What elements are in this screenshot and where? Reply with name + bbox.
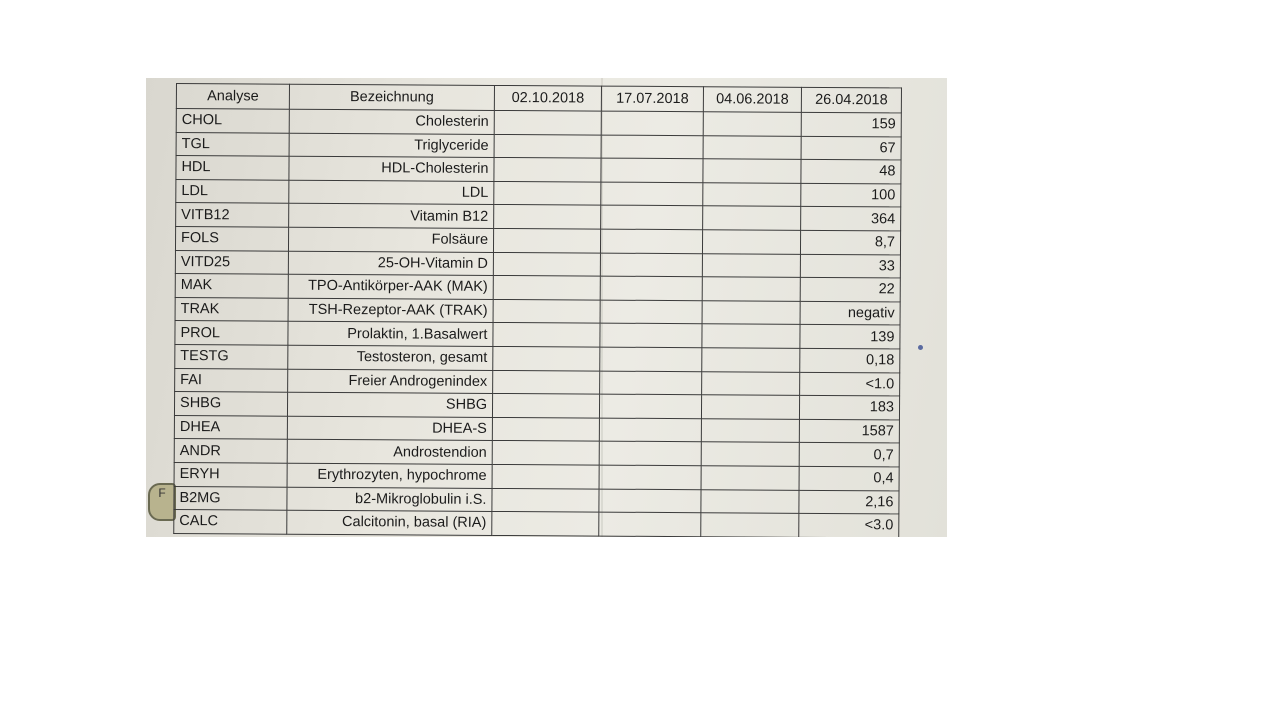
analyse-code-cell: CHOL bbox=[176, 109, 289, 133]
analyse-code-cell: SHBG bbox=[174, 392, 287, 416]
value-cell-date-3 bbox=[701, 395, 799, 419]
value-cell-date-4: negativ bbox=[800, 301, 900, 325]
bezeichnung-cell: Calcitonin, basal (RIA) bbox=[287, 510, 492, 535]
value-cell-date-4: 22 bbox=[800, 277, 900, 301]
value-cell-date-4: 33 bbox=[800, 254, 900, 278]
ink-dot bbox=[918, 345, 923, 350]
value-cell-date-3 bbox=[701, 489, 799, 513]
value-cell-date-2 bbox=[601, 205, 703, 229]
analyse-code-cell: TGL bbox=[176, 132, 289, 156]
value-cell-date-4: 139 bbox=[800, 325, 900, 349]
value-cell-date-4: 364 bbox=[801, 207, 901, 231]
bezeichnung-cell: Erythrozyten, hypochrome bbox=[287, 463, 492, 488]
bezeichnung-cell: Freier Androgenindex bbox=[288, 369, 493, 394]
value-cell-date-2 bbox=[600, 253, 702, 277]
value-cell-date-3 bbox=[701, 466, 799, 490]
bezeichnung-cell: DHEA-S bbox=[287, 416, 492, 441]
value-cell-date-4: 8,7 bbox=[800, 230, 900, 254]
value-cell-date-4: <3.0 bbox=[799, 513, 899, 537]
value-cell-date-1 bbox=[493, 370, 600, 394]
value-cell-date-2 bbox=[600, 276, 702, 300]
analyse-code-cell: ANDR bbox=[174, 439, 287, 463]
value-cell-date-2 bbox=[600, 371, 702, 395]
value-cell-date-3 bbox=[703, 112, 801, 136]
analyse-code-cell: PROL bbox=[175, 321, 288, 345]
value-cell-date-3 bbox=[702, 253, 800, 277]
analyse-code-cell: TESTG bbox=[175, 344, 288, 368]
value-cell-date-3 bbox=[703, 135, 801, 159]
analyse-code-cell: MAK bbox=[175, 274, 288, 298]
value-cell-date-4: 0,18 bbox=[800, 348, 900, 372]
value-cell-date-4: 1587 bbox=[799, 419, 899, 443]
bezeichnung-cell: 25-OH-Vitamin D bbox=[288, 251, 493, 276]
table-row bbox=[174, 510, 899, 537]
clip-letter: F bbox=[158, 486, 166, 500]
value-cell-date-2 bbox=[601, 182, 703, 206]
value-cell-date-1 bbox=[493, 276, 600, 300]
bezeichnung-cell: Folsäure bbox=[288, 227, 493, 252]
value-cell-date-2 bbox=[600, 300, 702, 324]
value-cell-date-3 bbox=[703, 206, 801, 230]
bezeichnung-cell: HDL-Cholesterin bbox=[289, 156, 494, 181]
value-cell-date-4: 48 bbox=[801, 160, 901, 184]
header-analyse: Analyse bbox=[176, 84, 289, 110]
value-cell-date-2 bbox=[600, 323, 702, 347]
header-date-4: 26.04.2018 bbox=[801, 87, 901, 113]
analyse-code-cell: LDL bbox=[176, 179, 289, 203]
analyse-code-cell: VITB12 bbox=[176, 203, 289, 227]
bezeichnung-cell: Prolaktin, 1.Basalwert bbox=[288, 322, 493, 347]
header-bezeichnung: Bezeichnung bbox=[289, 84, 494, 110]
bezeichnung-cell: Androstendion bbox=[287, 439, 492, 464]
bezeichnung-cell: b2-Mikroglobulin i.S. bbox=[287, 487, 492, 512]
value-cell-date-3 bbox=[701, 418, 799, 442]
analyse-code-cell: ERYH bbox=[174, 462, 287, 486]
analyse-code-cell: DHEA bbox=[174, 415, 287, 439]
value-cell-date-4: 2,16 bbox=[799, 490, 899, 514]
value-cell-date-1 bbox=[492, 394, 599, 418]
value-cell-date-3 bbox=[703, 159, 801, 183]
analyse-code-cell: CALC bbox=[174, 510, 287, 534]
value-cell-date-1 bbox=[492, 441, 599, 465]
header-date-3: 04.06.2018 bbox=[703, 87, 801, 113]
value-cell-date-4: 100 bbox=[801, 183, 901, 207]
lab-results-sheet bbox=[173, 83, 902, 537]
value-cell-date-2 bbox=[600, 347, 702, 371]
value-cell-date-4: 159 bbox=[801, 112, 901, 136]
value-cell-date-1 bbox=[494, 158, 601, 182]
analyse-code-cell: VITD25 bbox=[175, 250, 288, 274]
value-cell-date-1 bbox=[494, 110, 601, 134]
value-cell-date-3 bbox=[702, 230, 800, 254]
value-cell-date-2 bbox=[599, 418, 701, 442]
value-cell-date-1 bbox=[493, 346, 600, 370]
value-cell-date-2 bbox=[601, 111, 703, 135]
value-cell-date-4: <1.0 bbox=[800, 372, 900, 396]
bezeichnung-cell: TPO-Antikörper-AAK (MAK) bbox=[288, 274, 493, 299]
analyse-code-cell: TRAK bbox=[175, 297, 288, 321]
bezeichnung-cell: Vitamin B12 bbox=[289, 204, 494, 229]
value-cell-date-1 bbox=[493, 299, 600, 323]
analyse-code-cell: FAI bbox=[175, 368, 288, 392]
value-cell-date-2 bbox=[599, 394, 701, 418]
header-date-2: 17.07.2018 bbox=[601, 86, 703, 112]
bezeichnung-cell: LDL bbox=[289, 180, 494, 205]
value-cell-date-1 bbox=[493, 323, 600, 347]
analyse-code-cell: B2MG bbox=[174, 486, 287, 510]
analyse-code-cell: FOLS bbox=[175, 226, 288, 250]
value-cell-date-3 bbox=[702, 277, 800, 301]
value-cell-date-2 bbox=[599, 489, 701, 513]
value-cell-date-4: 183 bbox=[799, 395, 899, 419]
value-cell-date-3 bbox=[701, 513, 799, 537]
value-cell-date-1 bbox=[494, 181, 601, 205]
bezeichnung-cell: TSH-Rezeptor-AAK (TRAK) bbox=[288, 298, 493, 323]
value-cell-date-1 bbox=[493, 252, 600, 276]
value-cell-date-1 bbox=[492, 488, 599, 512]
value-cell-date-2 bbox=[601, 158, 703, 182]
value-cell-date-3 bbox=[703, 183, 801, 207]
value-cell-date-1 bbox=[492, 512, 599, 536]
folder-clip-tab bbox=[148, 483, 176, 521]
value-cell-date-3 bbox=[701, 442, 799, 466]
value-cell-date-2 bbox=[601, 135, 703, 159]
value-cell-date-2 bbox=[599, 512, 701, 536]
value-cell-date-1 bbox=[493, 228, 600, 252]
value-cell-date-1 bbox=[494, 134, 601, 158]
document-photo bbox=[146, 78, 947, 537]
value-cell-date-3 bbox=[702, 300, 800, 324]
analyse-code-cell: HDL bbox=[176, 156, 289, 180]
value-cell-date-3 bbox=[702, 324, 800, 348]
bezeichnung-cell: SHBG bbox=[287, 392, 492, 417]
value-cell-date-2 bbox=[600, 229, 702, 253]
value-cell-date-4: 0,7 bbox=[799, 443, 899, 467]
bezeichnung-cell: Testosteron, gesamt bbox=[288, 345, 493, 370]
lab-results-table bbox=[173, 83, 902, 537]
value-cell-date-1 bbox=[492, 464, 599, 488]
value-cell-date-2 bbox=[599, 441, 701, 465]
value-cell-date-3 bbox=[702, 371, 800, 395]
value-cell-date-1 bbox=[494, 205, 601, 229]
bezeichnung-cell: Cholesterin bbox=[289, 109, 494, 134]
value-cell-date-1 bbox=[492, 417, 599, 441]
value-cell-date-4: 0,4 bbox=[799, 466, 899, 490]
value-cell-date-2 bbox=[599, 465, 701, 489]
header-date-1: 02.10.2018 bbox=[494, 85, 601, 111]
value-cell-date-3 bbox=[702, 348, 800, 372]
value-cell-date-4: 67 bbox=[801, 136, 901, 160]
bezeichnung-cell: Triglyceride bbox=[289, 133, 494, 158]
